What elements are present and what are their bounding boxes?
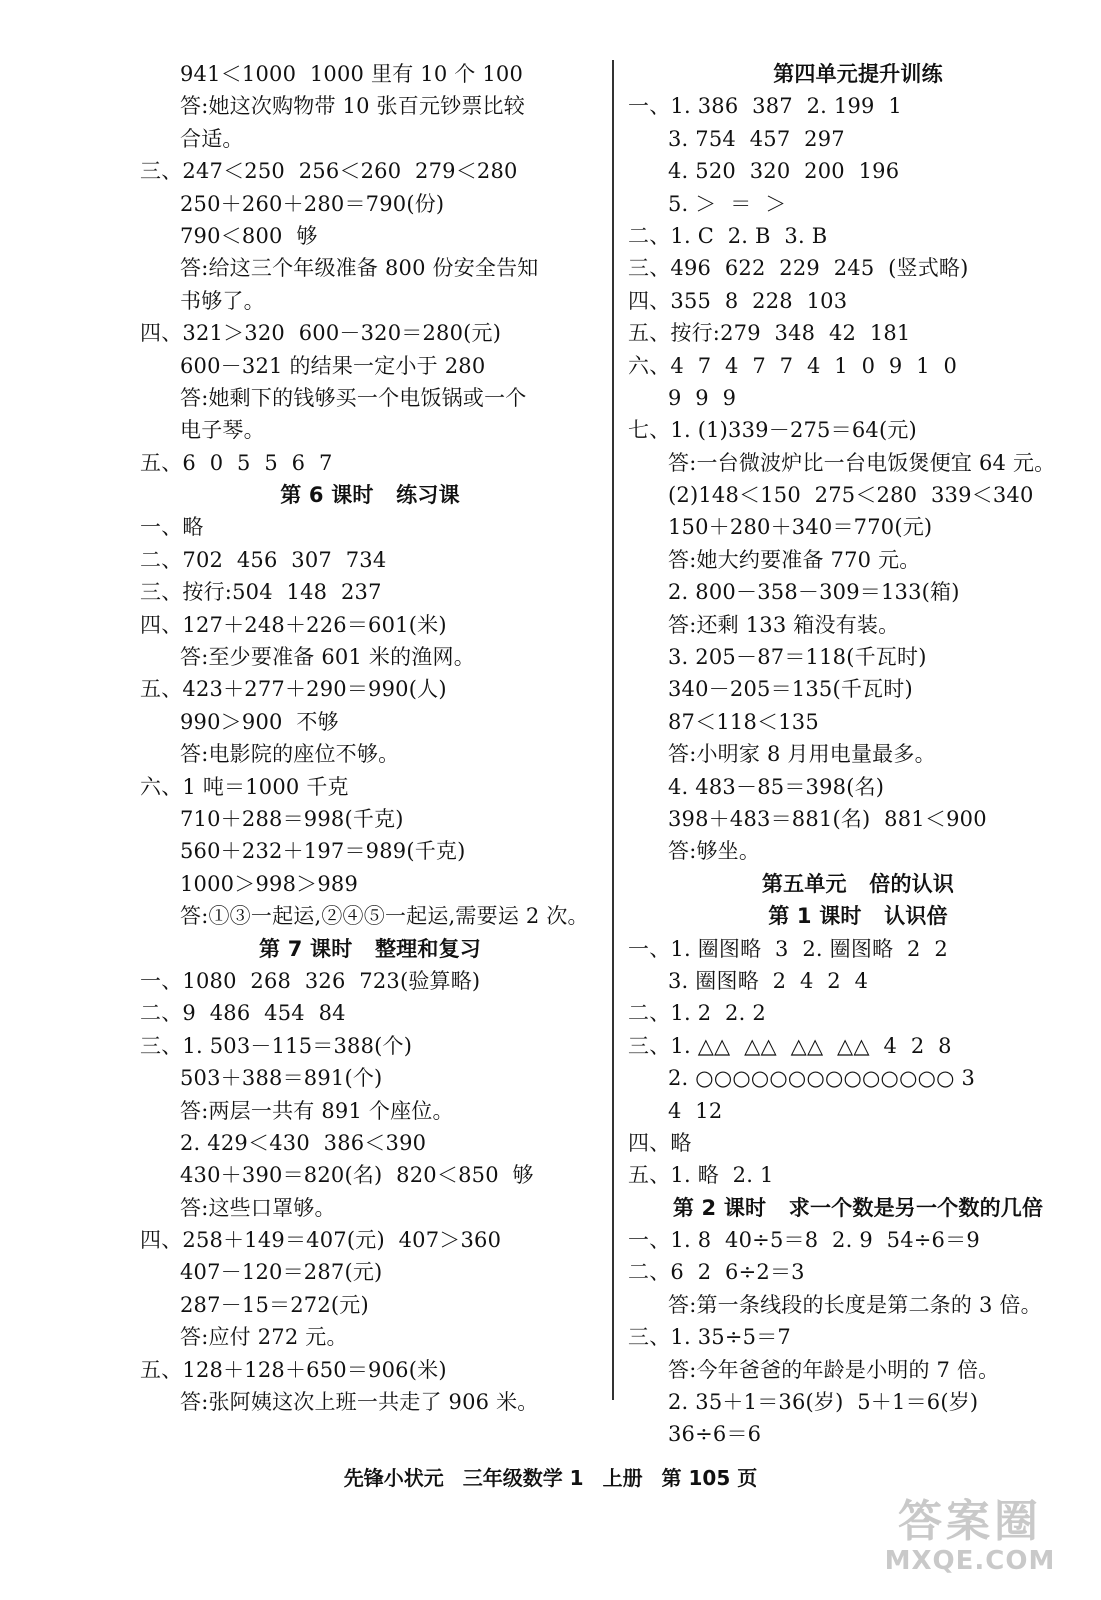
answer-line: 9 9 9 (668, 385, 737, 410)
answer-line: 答:电影院的座位不够。 (180, 742, 400, 767)
answer-line: 430＋390＝820(名) 820＜850 够 (180, 1163, 534, 1188)
answer-line: 398＋483＝881(名) 881＜900 (668, 806, 987, 831)
watermark-logo (865, 1498, 1075, 1582)
answer-line: 答:够坐。 (668, 839, 761, 864)
answer-line: 答:①③一起运,②④⑤一起运,需要运 2 次。 (180, 904, 589, 929)
answer-line: 电子琴。 (180, 418, 265, 443)
section-heading: 第 6 课时 练习课 (280, 483, 460, 508)
answer-line: (2)148＜150 275＜280 339＜340 (668, 483, 1034, 508)
answer-line: 一、1. 386 387 2. 199 1 (628, 94, 902, 119)
answer-line: 一、略 (140, 515, 204, 540)
answer-line: 三、按行:504 148 237 (140, 580, 382, 605)
answer-line: 答:她这次购物带 10 张百元钞票比较 (180, 94, 525, 119)
answer-line: 150＋280＋340＝770(元) (668, 515, 933, 540)
answer-line: 五、423＋277＋290＝990(人) (140, 677, 447, 702)
answer-line: 710＋288＝998(千克) (180, 806, 404, 831)
answer-line: 407－120＝287(元) (180, 1260, 383, 1285)
footer-brand: 先锋小状元 (343, 1466, 444, 1490)
page-footer (0, 1462, 1101, 1491)
answer-line: 2. ○○○○○○○○○○○○○○ 3 (668, 1066, 976, 1091)
answer-line: 1000＞998＞989 (180, 871, 359, 896)
answer-line: 503＋388＝891(个) (180, 1066, 383, 1091)
answer-line: 答:至少要准备 601 米的渔网。 (180, 645, 475, 670)
answer-line: 二、702 456 307 734 (140, 547, 387, 572)
footer-grade: 三年级数学 1 (462, 1466, 584, 1490)
answer-line: 四、127＋248＋226＝601(米) (140, 612, 447, 637)
answer-line: 答:一台微波炉比一台电饭煲便宜 64 元。 (668, 450, 1056, 475)
footer-page-number: 第 105 页 (661, 1466, 758, 1490)
section-heading: 第四单元提升训练 (773, 62, 943, 86)
section-heading: 第 7 课时 整理和复习 (259, 936, 481, 961)
answer-line: 287－15＝272(元) (180, 1292, 369, 1317)
answer-line: 答:她大约要准备 770 元。 (668, 547, 921, 572)
answer-line: 340－205＝135(千瓦时) (668, 677, 913, 702)
answer-line: 一、1. 8 40÷5＝8 2. 9 54÷6＝9 (628, 1228, 980, 1253)
answer-line: 3. 圈图略 2 4 2 4 (668, 968, 869, 993)
answer-line: 三、496 622 229 245 (竖式略) (628, 256, 969, 281)
answer-line: 六、1 吨＝1000 千克 (140, 774, 349, 799)
answer-line: 二、1. 2 2. 2 (628, 1001, 766, 1026)
answer-line: 二、6 2 6÷2＝3 (628, 1260, 805, 1285)
answer-line: 3. 754 457 297 (668, 126, 845, 151)
answer-line: 87＜118＜135 (668, 709, 819, 734)
answer-line: 790＜800 够 (180, 223, 318, 248)
answer-line: 四、321＞320 600－320＝280(元) (140, 321, 502, 346)
answer-line: 答:第一条线段的长度是第二条的 3 倍。 (668, 1292, 1042, 1317)
answer-line: 五、128＋128＋650＝906(米) (140, 1357, 447, 1382)
watermark-top-text: 答案圈 (898, 1496, 1042, 1547)
answer-line: 三、1. △△ △△ △△ △△ 4 2 8 (628, 1033, 952, 1058)
footer-volume: 上册 (602, 1466, 643, 1490)
answer-line: 答:两层一共有 891 个座位。 (180, 1098, 454, 1123)
section-heading: 第五单元 倍的认识 (761, 871, 955, 896)
answer-line: 250＋260＋280＝790(份) (180, 191, 445, 216)
left-column (140, 58, 600, 1418)
watermark-bottom-text: MXQE.COM (884, 1546, 1056, 1576)
answer-line: 书够了。 (180, 288, 265, 313)
answer-line: 4. 520 320 200 196 (668, 159, 900, 184)
answer-line: 三、247＜250 256＜260 279＜280 (140, 159, 518, 184)
answer-line: 941＜1000 1000 里有 10 个 100 (180, 62, 524, 86)
answer-line: 答:今年爸爸的年龄是小明的 7 倍。 (668, 1357, 1000, 1382)
answer-line: 答:这些口罩够。 (180, 1195, 336, 1220)
answer-line: 答:给这三个年级准备 800 份安全告知 (180, 256, 539, 281)
answer-line: 答:她剩下的钱够买一个电饭锅或一个 (180, 385, 527, 410)
answer-line: 一、1080 268 326 723(验算略) (140, 968, 481, 993)
answer-line: 答:还剩 133 箱没有装。 (668, 612, 900, 637)
answer-line: 二、1. C 2. B 3. B (628, 223, 828, 248)
section-heading: 第 1 课时 认识倍 (768, 904, 948, 929)
answer-line: 四、略 (628, 1130, 692, 1155)
answer-line: 五、6 0 5 5 6 7 (140, 450, 333, 475)
answer-line: 合适。 (180, 126, 244, 151)
answer-line: 六、4 7 4 7 7 4 1 0 9 1 0 (628, 353, 958, 378)
answer-line: 2. 35＋1＝36(岁) 5＋1＝6(岁) (668, 1390, 979, 1415)
answer-line: 4. 483－85＝398(名) (668, 774, 885, 799)
answer-line: 五、按行:279 348 42 181 (628, 321, 911, 346)
answer-line: 答:小明家 8 月用电量最多。 (668, 742, 936, 767)
right-column (628, 58, 1088, 1451)
answer-line: 36÷6＝6 (668, 1422, 762, 1447)
answer-line: 2. 800－358－309＝133(箱) (668, 580, 960, 605)
section-heading: 第 2 课时 求一个数是另一个数的几倍 (672, 1195, 1044, 1220)
answer-line: 3. 205－87＝118(千瓦时) (668, 645, 927, 670)
answer-line: 5. ＞ ＝ ＞ (668, 191, 787, 216)
answer-line: 四、258＋149＝407(元) 407＞360 (140, 1228, 502, 1253)
answer-line: 答:张阿姨这次上班一共走了 906 米。 (180, 1390, 539, 1415)
answer-line: 三、1. 35÷5＝7 (628, 1325, 791, 1350)
answer-line: 三、1. 503－115＝388(个) (140, 1033, 413, 1058)
answer-line: 4 12 (668, 1098, 723, 1123)
answer-line: 560＋232＋197＝989(千克) (180, 839, 466, 864)
answer-line: 答:应付 272 元。 (180, 1325, 348, 1350)
answer-line: 二、9 486 454 84 (140, 1001, 346, 1026)
answer-line: 一、1. 圈图略 3 2. 圈图略 2 2 (628, 936, 948, 961)
answer-line: 990＞900 不够 (180, 709, 339, 734)
answer-line: 五、1. 略 2. 1 (628, 1163, 774, 1188)
answer-line: 七、1. (1)339－275＝64(元) (628, 418, 917, 443)
answer-line: 2. 429＜430 386＜390 (180, 1130, 427, 1155)
answer-line: 四、355 8 228 103 (628, 288, 848, 313)
column-divider (612, 60, 614, 1400)
answer-line: 600－321 的结果一定小于 280 (180, 353, 486, 378)
